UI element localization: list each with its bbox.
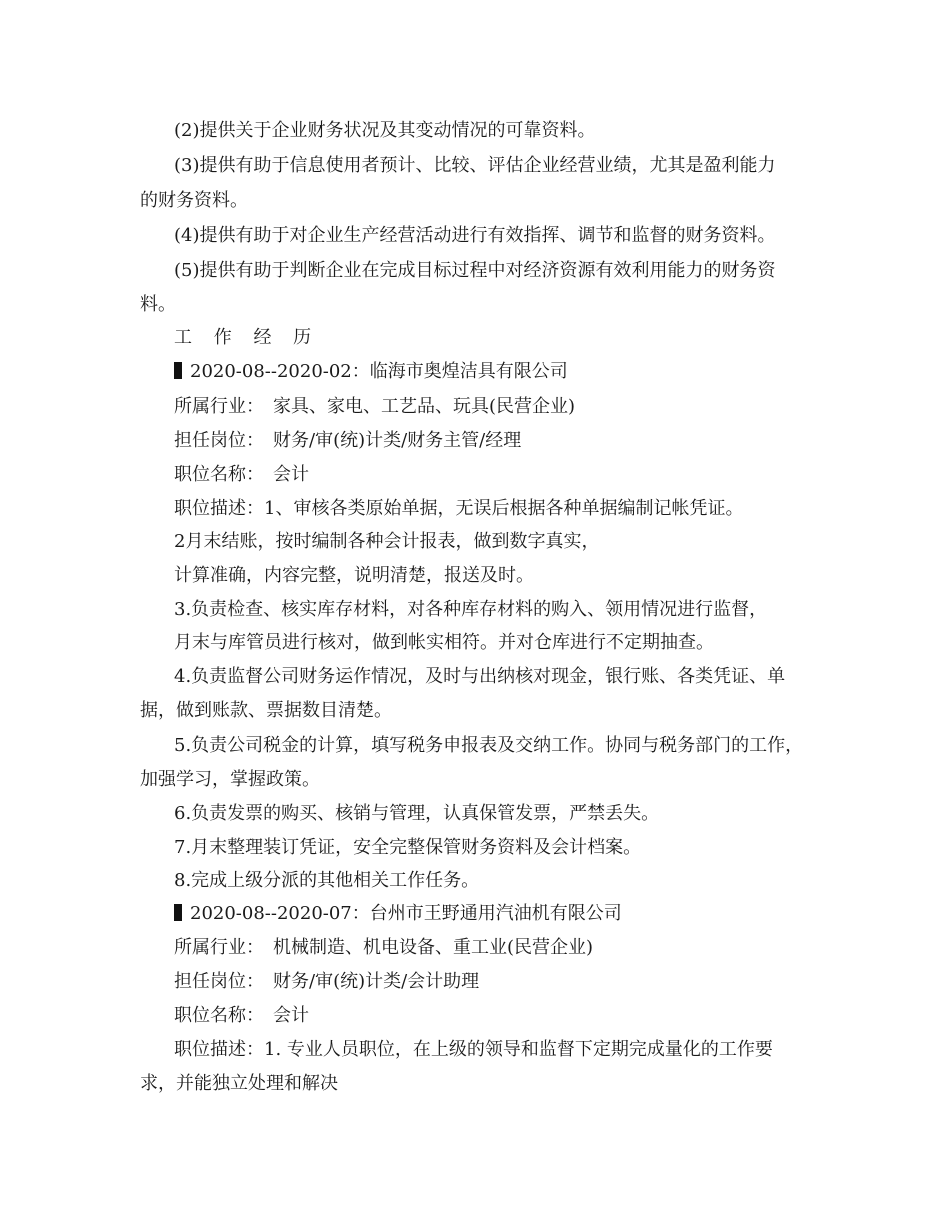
paragraph-line: (2)提供关于企业财务状况及其变动情况的可靠资料。 <box>174 120 596 141</box>
job-description-line: 6.负责发票的购买、核销与管理，认真保管发票，严禁丢失。 <box>174 803 660 824</box>
job-description-line: 求，并能独立处理和解决 <box>140 1073 338 1094</box>
paragraph-line: (3)提供有助于信息使用者预计、比较、评估企业经营业绩，尤其是盈利能力 <box>174 155 776 176</box>
job-entry-title: 2020-08--2020-07：台州市王野通用汽油机有限公司 <box>190 903 622 924</box>
job-description-line: 5.负责公司税金的计算，填写税务申报表及交纳工作。协同与税务部门的工作， <box>174 735 804 756</box>
position-line: 担任岗位： 财务/审(统)计类/会计助理 <box>174 971 480 992</box>
job-description-line: 2月末结账，按时编制各种会计报表，做到数字真实， <box>174 531 600 552</box>
job-description-line: 加强学习，掌握政策。 <box>140 769 320 790</box>
bullet-square-icon <box>174 904 182 921</box>
job-title-line: 职位名称： 会计 <box>174 1005 309 1026</box>
section-heading: 工 作 经 历 <box>174 327 320 348</box>
job-description-line: 职位描述：1. 专业人员职位，在上级的领导和监督下定期完成量化的工作要 <box>174 1039 773 1060</box>
job-entry-header <box>174 357 838 387</box>
paragraph-line: 料。 <box>140 294 176 315</box>
job-title-line: 职位名称： 会计 <box>174 464 309 485</box>
bullet-square-icon <box>174 362 182 379</box>
job-description-line: 职位描述：1、审核各类原始单据，无误后根据各种单据编制记帐凭证。 <box>174 498 744 519</box>
job-description-line: 据，做到账款、票据数目清楚。 <box>140 700 392 721</box>
position-line: 担任岗位： 财务/审(统)计类/财务主管/经理 <box>174 430 522 451</box>
industry-line: 所属行业： 家具、家电、工艺品、玩具(民营企业) <box>174 396 576 417</box>
job-entry-title: 2020-08--2020-02：临海市奥煌洁具有限公司 <box>190 361 568 382</box>
job-description-line: 4.负责监督公司财务运作情况，及时与出纳核对现金，银行账、各类凭证、单 <box>174 666 786 687</box>
job-description-line: 月末与库管员进行核对，做到帐实相符。并对仓库进行不定期抽查。 <box>174 632 714 653</box>
job-description-line: 3.负责检查、核实库存材料，对各种库存材料的购入、领用情况进行监督， <box>174 599 768 620</box>
job-description-line: 计算准确，内容完整，说明清楚，报送及时。 <box>174 565 534 586</box>
job-description-line: 8.完成上级分派的其他相关工作任务。 <box>174 870 480 891</box>
job-description-line: 7.月末整理装订凭证，安全完整保管财务资料及会计档案。 <box>174 837 642 858</box>
job-entry-header <box>174 899 838 929</box>
paragraph-line: (5)提供有助于判断企业在完成目标过程中对经济资源有效利用能力的财务资 <box>174 260 776 281</box>
paragraph-line: (4)提供有助于对企业生产经营活动进行有效指挥、调节和监督的财务资料。 <box>174 225 776 246</box>
paragraph-line: 的财务资料。 <box>140 190 248 211</box>
industry-line: 所属行业： 机械制造、机电设备、重工业(民营企业) <box>174 937 594 958</box>
